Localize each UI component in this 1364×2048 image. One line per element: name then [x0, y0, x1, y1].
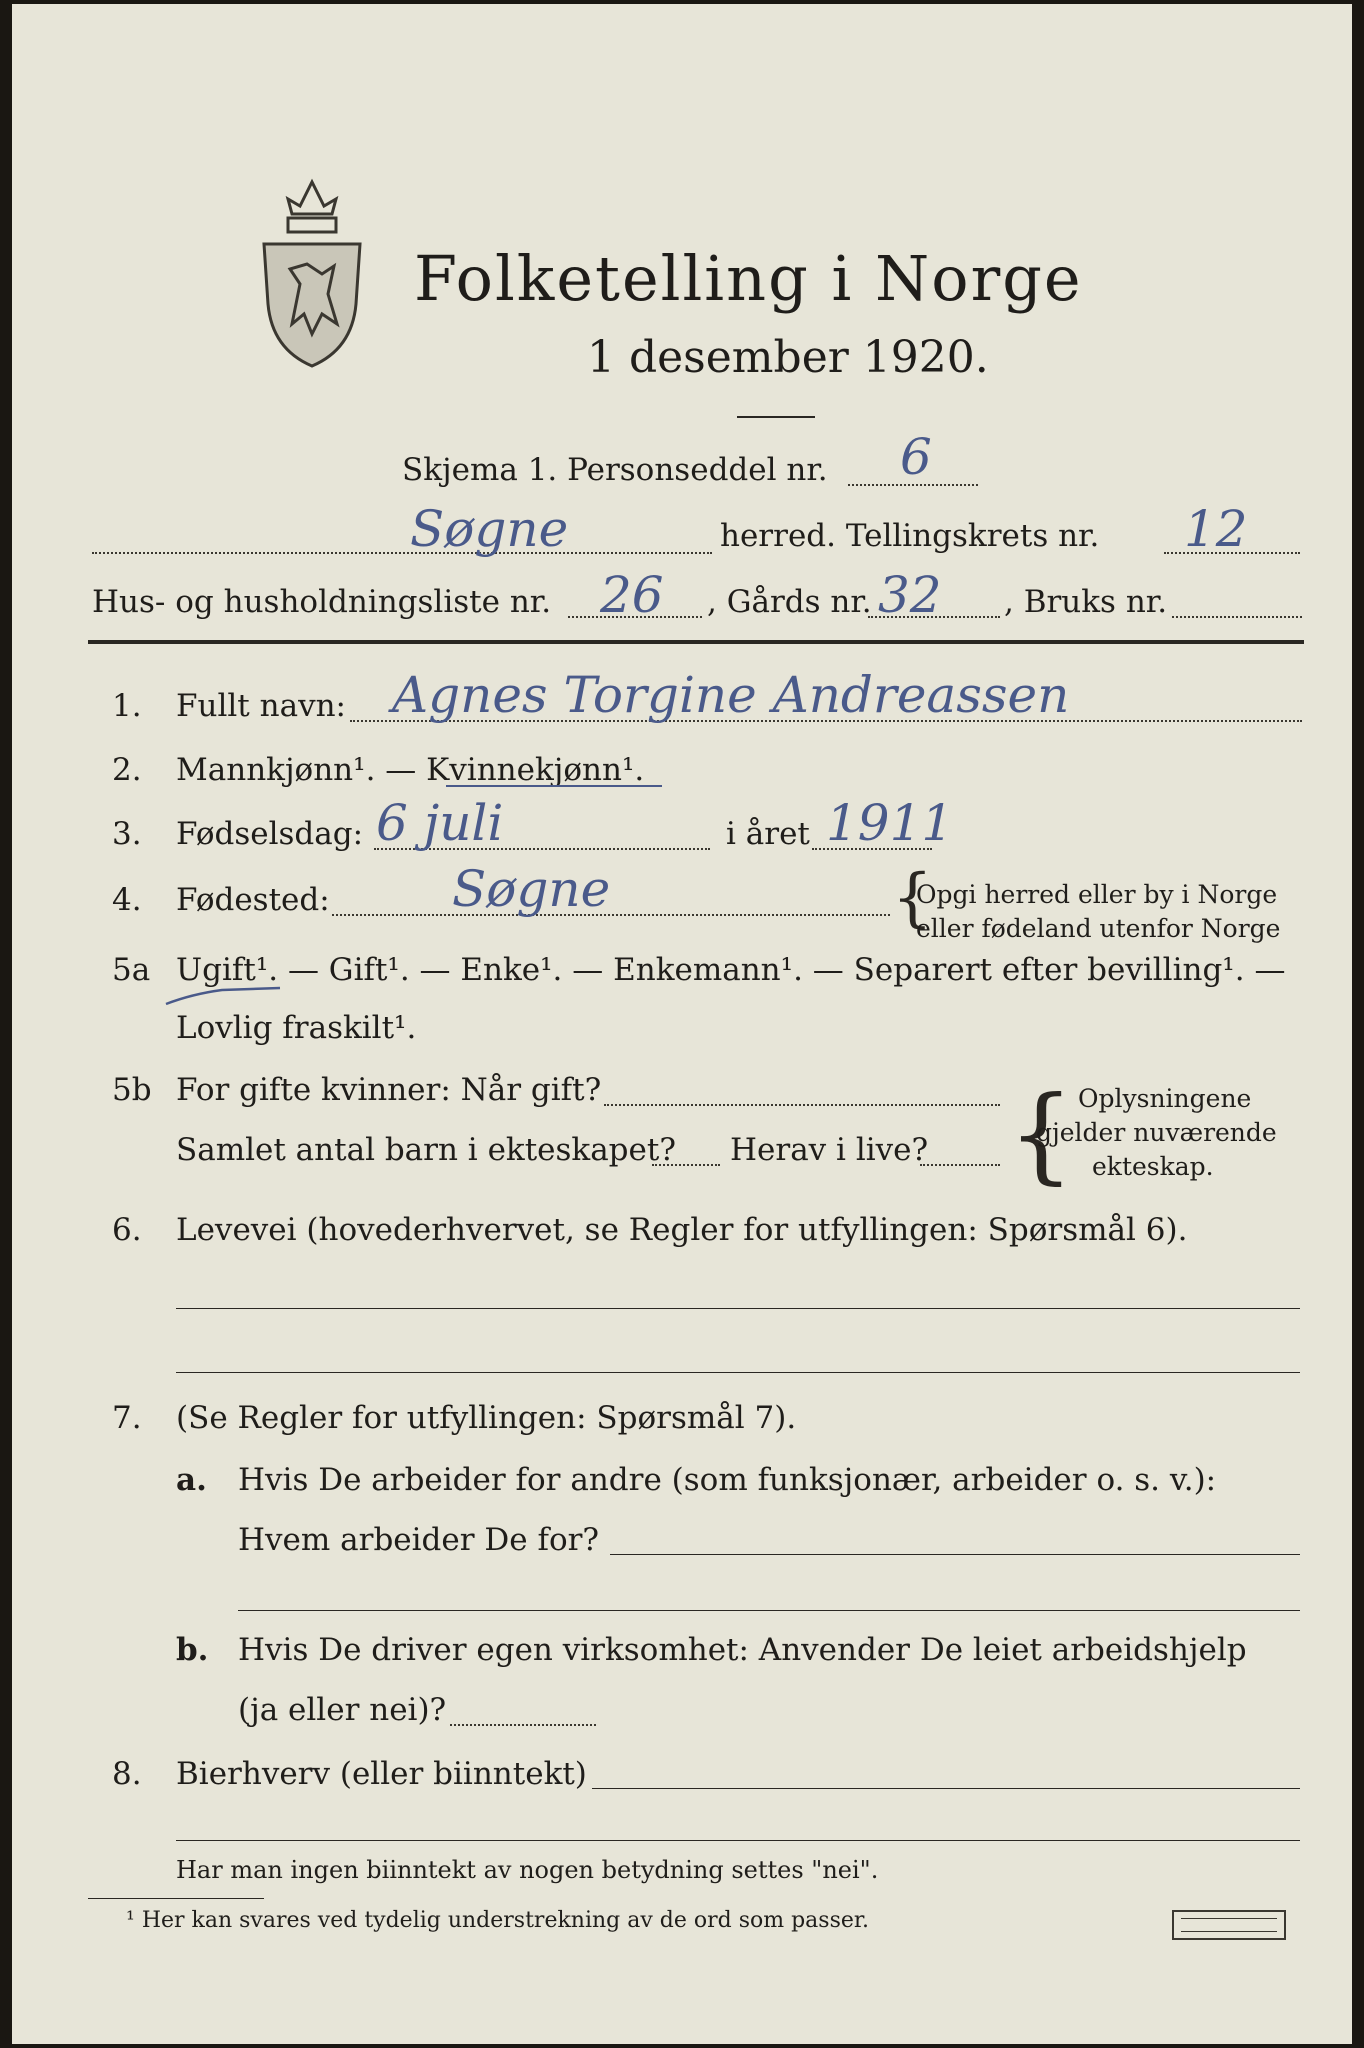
q3-label: Fødselsdag: [176, 816, 364, 852]
q7b-label2: (ja eller nei)? [238, 1692, 447, 1728]
header-rule [88, 640, 1304, 644]
q7a-letter: a. [176, 1462, 207, 1498]
hus-value: 26 [600, 566, 664, 624]
q5b-label3: Herav i live? [730, 1132, 929, 1168]
form-title: Folketelling i Norge [414, 242, 1083, 315]
gards-value: 32 [878, 566, 942, 624]
bruks-label: , Bruks nr. [1004, 584, 1168, 620]
q1-value: Agnes Torgine Andreassen [392, 666, 1070, 724]
q5a-underline-mark [162, 976, 292, 1010]
q3-year-label: i året [726, 816, 810, 852]
q7a-label1: Hvis De arbeider for andre (som funksjonær, arbeider o. s. v.): [238, 1462, 1217, 1498]
q1-number: 1. [112, 688, 142, 724]
gards-label: , Gårds nr. [707, 584, 872, 620]
q2-number: 2. [112, 752, 142, 788]
q5b-note-line1: Oplysningene [1078, 1084, 1252, 1113]
schema-label: Skjema 1. Personseddel nr. [402, 452, 828, 488]
hus-label: Hus- og husholdningsliste nr. [92, 584, 552, 620]
tellingskrets-value: 12 [1184, 500, 1248, 558]
q6-number: 6. [112, 1212, 142, 1248]
q5a-options-cont: Lovlig fraskilt¹. [176, 1010, 417, 1046]
q5a-options: Ugift¹. — Gift¹. — Enke¹. — Enkemann¹. — Separert efter bevilling¹. — [176, 952, 1286, 988]
q1-label: Fullt navn: [176, 688, 346, 724]
q3-number: 3. [112, 816, 142, 852]
q7-label: (Se Regler for utfyllingen: Spørsmål 7). [176, 1400, 797, 1436]
q2-underline [446, 785, 662, 787]
q5b-note-line3: ekteskap. [1092, 1152, 1214, 1181]
title-rule [737, 416, 815, 418]
q6-label: Levevei (hovederhvervet, se Regler for utfyllingen: Spørsmål 6). [176, 1212, 1188, 1248]
q7a-label2: Hvem arbeider De for? [238, 1522, 600, 1558]
q5a-number: 5a [112, 952, 151, 988]
note-nei: Har man ingen biinntekt av nogen betydning settes "nei". [176, 1856, 879, 1884]
q8-label: Bierhverv (eller biinntekt) [176, 1756, 587, 1792]
personseddel-value: 6 [900, 428, 932, 486]
q7b-letter: b. [176, 1632, 209, 1668]
q7b-label1: Hvis De driver egen virksomhet: Anvender De leiet arbeidshjelp [238, 1632, 1247, 1668]
herred-label: herred. Tellingskrets nr. [720, 518, 1100, 554]
q4-label: Fødested: [176, 882, 330, 918]
q5b-note-line2: gjelder nuværende [1036, 1118, 1277, 1147]
q5b-label1: For gifte kvinner: Når gift? [176, 1072, 602, 1108]
footnote: ¹ Her kan svares ved tydelig understrekning av de ord som passer. [126, 1908, 869, 1933]
herred-value: Søgne [410, 500, 569, 558]
q3-year-value: 1911 [826, 794, 954, 852]
q4-note-line1: Opgi herred eller by i Norge [916, 880, 1278, 909]
coat-of-arms-icon [252, 174, 372, 374]
q5b-number: 5b [112, 1072, 152, 1108]
printer-mark [1172, 1910, 1286, 1940]
q3-day-value: 6 juli [376, 794, 504, 852]
q5b-label2: Samlet antal barn i ekteskapet? [176, 1132, 676, 1168]
q2-label: Mannkjønn¹. — Kvinnekjønn¹. [176, 752, 645, 788]
q4-number: 4. [112, 882, 142, 918]
q4-note-line2: eller fødeland utenfor Norge [916, 914, 1281, 943]
q4-value: Søgne [452, 860, 611, 918]
census-form: Folketelling i Norge 1 desember 1920. Skjema 1. Personseddel nr. 6 Søgne herred. Tellingskrets nr. 12 Hus- og husholdningsliste nr. 26 , Gårds nr. 32 , Bruks nr. 1. Fullt navn: Agnes Torgine Andreassen 2. Mannkjønn¹. — Kvinnekjønn¹. 3. Fødselsdag: 6 juli i året 1911 4. Fødested: Søgne { Opgi herred eller by i Norge eller fødeland utenfor Norge 5a Ugift¹. — Gift¹. — Enke¹. — Enkemann¹. — Separert efter bevilling¹. — Lovlig fraskilt¹. 5b For gifte kvinner: Når gift? Samlet antal barn i ekteskapet? Herav i live? { Oplysningene gjelder nuværende ekteskap. 6. Levevei (hovederhvervet, se Regler for utfyllingen: Spørsmål 6). 7. (Se Regler for utfyllingen: Spørsmål 7). a. Hvis De arbeider for andre (som funksjonær, arbeider o. s. v.): Hvem arbeider De for? b. Hvis De driver egen virksomhet: Anvender De leiet arbeidshjelp (ja eller nei)? 8. Bierhverv (eller biinntekt) Har man ingen biinntekt av nogen betydning settes "nei". ¹ Her kan svares ved tydelig understrekning av de ord som passer. [12, 4, 1352, 2044]
form-date: 1 desember 1920. [587, 332, 989, 383]
q8-number: 8. [112, 1756, 142, 1792]
q7-number: 7. [112, 1400, 142, 1436]
